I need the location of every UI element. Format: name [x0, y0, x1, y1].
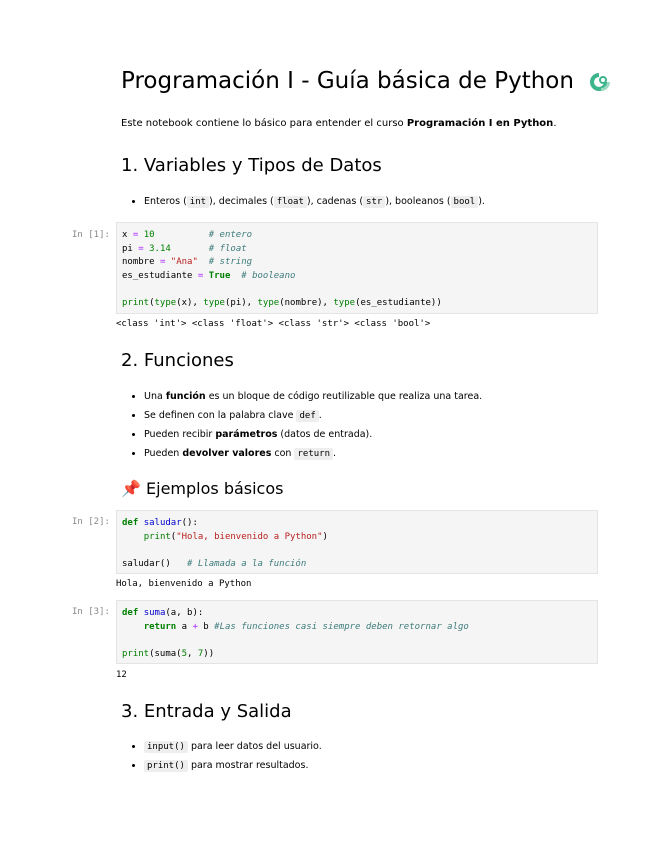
inline-code: str — [363, 196, 385, 208]
intro-paragraph — [121, 118, 557, 129]
cell-prompt: In [3]: — [72, 607, 110, 617]
inline-code: return — [294, 448, 333, 460]
intro-bold: Programación I en Python — [406, 118, 554, 129]
cell-output: Hola, bienvenido a Python — [116, 579, 252, 589]
subsection-heading-text: Ejemplos básicos — [146, 479, 284, 498]
pushpin-icon: 📌 — [121, 479, 141, 498]
inline-code: int — [187, 196, 209, 208]
section-heading-entrada-salida: 3. Entrada y Salida — [121, 701, 292, 722]
cell-output: <class 'int'> <class 'float'> <class 'str'> <class 'bool'> — [116, 319, 431, 329]
cell-prompt: In [2]: — [72, 517, 110, 527]
types-list — [132, 195, 485, 214]
code-block: x = 10 # entero pi = 3.14 # float nombre = "Ana" # string es_estudiante = True # booleano print(type(x), type(pi), type(nombre), type(es_estudiante)) — [122, 230, 442, 308]
page-title — [121, 68, 613, 94]
functions-list — [132, 390, 482, 466]
inline-code: input() — [144, 741, 188, 753]
cell-output: 12 — [116, 670, 127, 680]
page-title-text: Programación I - Guía básica de Python — [121, 68, 574, 94]
section-heading-variables: 1. Variables y Tipos de Datos — [121, 155, 382, 176]
intro-text: Este notebook contiene lo básico para entender el curso — [121, 118, 407, 129]
code-cell-3[interactable] — [116, 600, 598, 664]
list-item: • input() para leer datos del usuario. — [144, 740, 322, 759]
list-item: • print() para mostrar resultados. — [144, 759, 322, 778]
code-cell-1[interactable] — [116, 222, 598, 314]
intro-suffix: . — [553, 118, 557, 129]
subsection-heading-ejemplos — [121, 479, 283, 498]
link-logo-icon — [587, 70, 613, 94]
section-heading-funciones: 2. Funciones — [121, 350, 234, 371]
inline-code: float — [274, 196, 307, 208]
list-item: • Se definen con la palabra clave def . — [144, 409, 482, 428]
io-list — [132, 740, 322, 778]
code-block: def suma(a, b): return a + b #Las funciones casi siempre deben retornar algo print(suma(5, 7)) — [122, 608, 469, 659]
inline-code: bool — [451, 196, 479, 208]
inline-code: print() — [144, 760, 188, 772]
list-item: • Pueden recibir parámetros (datos de entrada). — [144, 428, 482, 447]
code-block: def saludar(): print("Hola, bienvenido a Python") saludar() # Llamada a la función — [122, 518, 328, 569]
inline-code: def — [296, 410, 318, 422]
list-item: • Una función es un bloque de código reutilizable que realiza una tarea. — [144, 390, 482, 409]
list-item: • Enteros ( int ), decimales ( float ), cadenas ( str ), booleanos ( bool ). — [144, 195, 485, 214]
code-cell-2[interactable] — [116, 510, 598, 574]
list-item: • Pueden devolver valores con return . — [144, 447, 482, 466]
cell-prompt: In [1]: — [72, 230, 110, 240]
